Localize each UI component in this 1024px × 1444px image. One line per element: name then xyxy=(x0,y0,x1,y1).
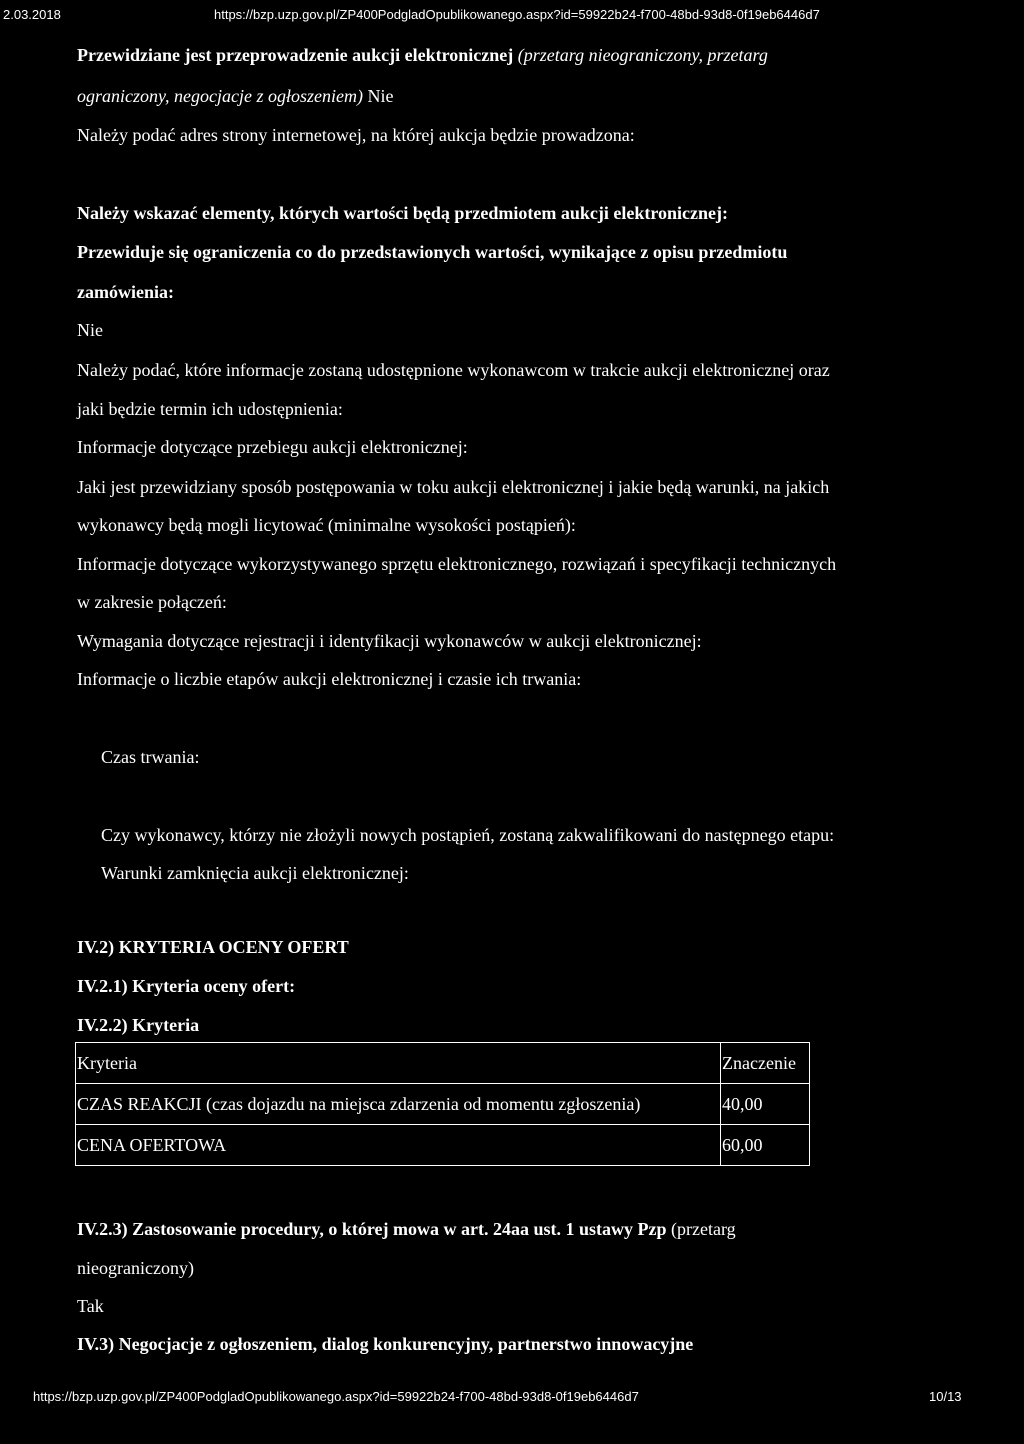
line-auction-elements: Należy wskazać elementy, których wartości będą przedmiotem aukcji elektronicznej: xyxy=(77,203,729,223)
table-cell-criteria: CZAS REAKCJI (czas dojazdu na miejsca zdarzenia od momentu zgłoszenia) xyxy=(76,1084,721,1125)
line-restrictions: Przewiduje się ograniczenia co do przedstawionych wartości, wynikające z opisu przedmiotu xyxy=(77,242,788,262)
table-header-criteria: Kryteria xyxy=(76,1043,721,1084)
auction-planned-note: (przetarg nieograniczony, przetarg xyxy=(517,45,768,65)
line-info-shared-cont: jaki będzie termin ich udostępnienia: xyxy=(77,399,343,419)
auction-planned-label: Przewidziane jest przeprowadzenie aukcji elektronicznej xyxy=(77,45,514,65)
line-auction-website: Należy podać adres strony internetowej, na której aukcja będzie prowadzona: xyxy=(77,125,635,145)
line-info-shared: Należy podać, które informacje zostaną udostępnione wykonawcom w trakcie aukcji elektronicznej oraz xyxy=(77,360,830,380)
line-iv23-value: Tak xyxy=(77,1296,104,1316)
line-restrictions-cont: zamówienia: xyxy=(77,282,174,302)
line-iv23 xyxy=(77,1218,736,1240)
criteria-table xyxy=(75,1042,810,1166)
section-iv21-title: IV.2.1) Kryteria oceny ofert: xyxy=(77,976,296,996)
auction-planned-value: Nie xyxy=(367,86,394,106)
line-auction-planned-cont xyxy=(77,85,393,107)
line-restrictions-value: Nie xyxy=(77,320,103,340)
table-cell-weight: 60,00 xyxy=(721,1125,810,1166)
section-iv2-title: IV.2) KRYTERIA OCENY OFERT xyxy=(77,937,349,957)
line-iv23-cont: nieograniczony) xyxy=(77,1258,194,1278)
section-iv3-title: IV.3) Negocjacje z ogłoszeniem, dialog konkurencyjny, partnerstwo innowacyjne xyxy=(77,1334,694,1354)
footer-page-number: 10/13 xyxy=(929,1389,962,1404)
section-iv22-title: IV.2.2) Kryteria xyxy=(77,1015,200,1035)
table-header-weight: Znaczenie xyxy=(721,1043,810,1084)
table-cell-criteria: CENA OFERTOWA xyxy=(76,1125,721,1166)
line-duration: Czas trwania: xyxy=(101,747,200,767)
table-cell-weight: 40,00 xyxy=(721,1084,810,1125)
line-auction-planned xyxy=(77,44,768,66)
line-procedure: Jaki jest przewidziany sposób postępowania w toku aukcji elektronicznej i jakie będą warunki, na jakich xyxy=(77,477,830,497)
auction-planned-note-cont: ograniczony, negocjacje z ogłoszeniem) xyxy=(77,86,363,106)
table-row xyxy=(76,1084,810,1125)
line-registration: Wymagania dotyczące rejestracji i identyfikacji wykonawców w aukcji elektronicznej: xyxy=(77,631,702,651)
header-date: 2.03.2018 xyxy=(3,7,61,22)
footer-url: https://bzp.uzp.gov.pl/ZP400PodgladOpublikowanego.aspx?id=59922b24-f700-48bd-93d8-0f19eb6446d7 xyxy=(33,1389,639,1404)
table-row xyxy=(76,1125,810,1166)
line-procedure-cont: wykonawcy będą mogli licytować (minimalne wysokości postąpień): xyxy=(77,515,576,535)
iv23-title: IV.2.3) Zastosowanie procedury, o której mowa w art. 24aa ust. 1 ustawy Pzp xyxy=(77,1219,667,1239)
line-stages: Informacje o liczbie etapów aukcji elektronicznej i czasie ich trwania: xyxy=(77,669,582,689)
header-url: https://bzp.uzp.gov.pl/ZP400PodgladOpublikowanego.aspx?id=59922b24-f700-48bd-93d8-0f19eb6446d7 xyxy=(214,7,820,22)
line-auction-course: Informacje dotyczące przebiegu aukcji elektronicznej: xyxy=(77,437,468,457)
iv23-note: (przetarg xyxy=(671,1219,736,1239)
table-header-row xyxy=(76,1043,810,1084)
line-closing-conditions: Warunki zamknięcia aukcji elektronicznej: xyxy=(101,863,409,883)
line-equipment-cont: w zakresie połączeń: xyxy=(77,592,227,612)
line-qualified: Czy wykonawcy, którzy nie złożyli nowych postąpień, zostaną zakwalifikowani do następnego etapu: xyxy=(101,825,835,845)
line-equipment: Informacje dotyczące wykorzystywanego sprzętu elektronicznego, rozwiązań i specyfikacji technicznych xyxy=(77,554,837,574)
